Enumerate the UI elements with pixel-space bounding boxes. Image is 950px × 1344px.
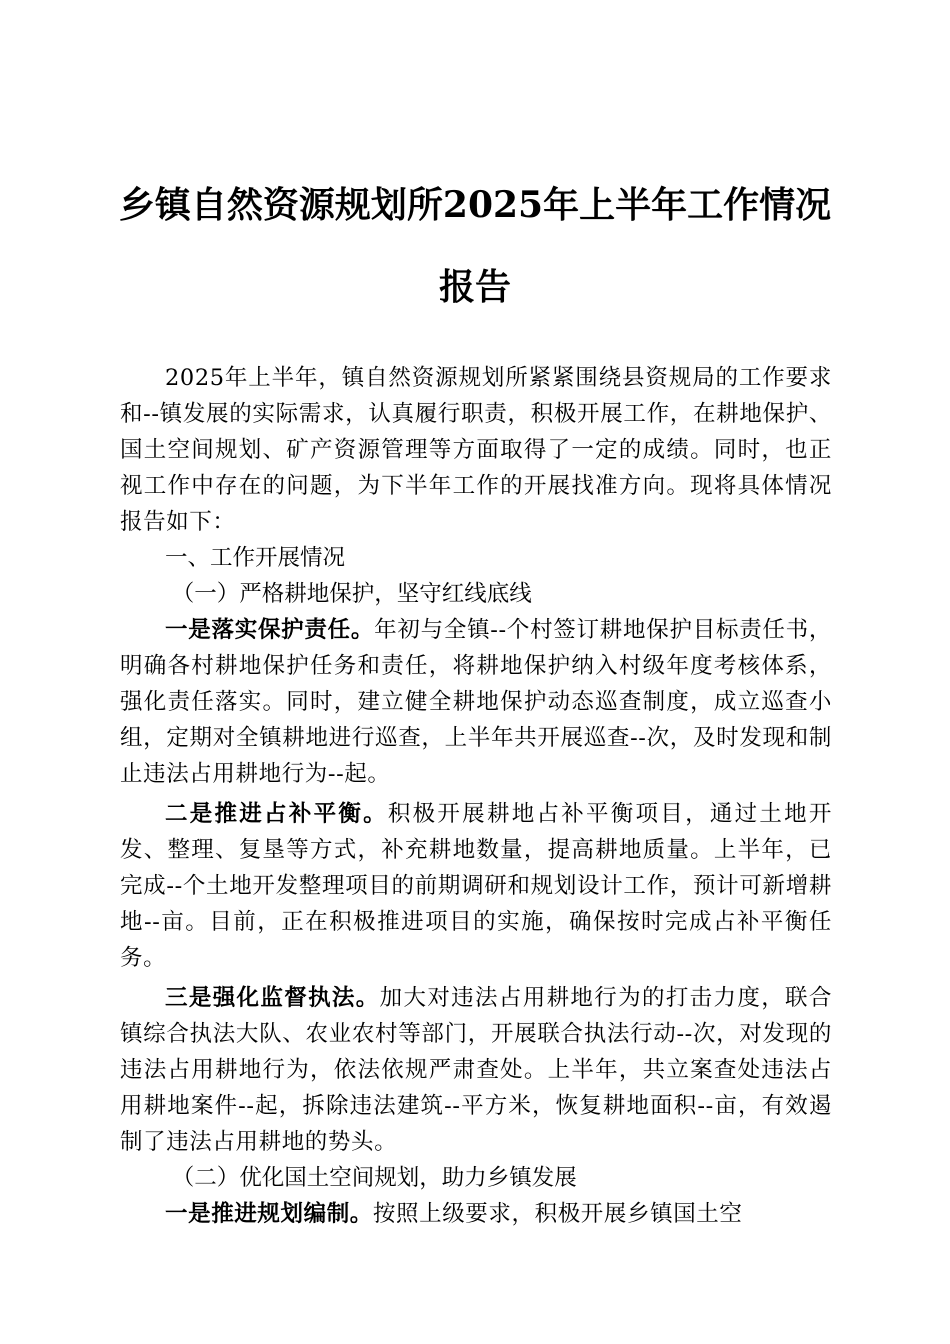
subsection-heading-2: （二）优化国土空间规划，助力乡镇发展 bbox=[171, 1165, 577, 1191]
paragraph-lead: 三是强化监督执法。 bbox=[165, 985, 380, 1011]
paragraph-lead: 二是推进占补平衡。 bbox=[165, 801, 388, 827]
title-line-2: 报告 bbox=[438, 266, 511, 308]
paragraph-enforcement bbox=[120, 980, 832, 1160]
paragraph-text: 年初与全镇--个村签订耕地保护目标责任书，明确各村耕地保护任务和责任，将耕地保护纳入村级年度考核体系，强化责任落实。同时，建立健全耕地保护动态巡查制度，成立巡查小组，定期对全镇耕地进行巡查，上半年共开展巡查--次，及时发现和制止违法占用耕地行为--起。 bbox=[120, 617, 832, 787]
document-body bbox=[120, 360, 832, 1232]
paragraph-lead: 一是落实保护责任。 bbox=[165, 617, 375, 643]
subsection-heading-1: （一）严格耕地保护，坚守红线底线 bbox=[171, 581, 532, 607]
title-line-1: 乡镇自然资源规划所2025年上半年工作情况 bbox=[118, 184, 832, 226]
paragraph-protection-responsibility bbox=[120, 612, 832, 792]
section-heading-1: 一、工作开展情况 bbox=[165, 545, 346, 571]
paragraph-lead: 一是推进规划编制。 bbox=[165, 1201, 373, 1227]
paragraph-text: 加大对违法占用耕地行为的打击力度，联合镇综合执法大队、农业农村等部门，开展联合执法行动--次，对发现的违法占用耕地行为，依法依规严肃查处。上半年，共立案查处违法占用耕地案件--起，拆除违法建筑--平方米，恢复耕地面积--亩，有效遏制了违法占用耕地的势头。 bbox=[120, 985, 832, 1155]
paragraph-text: 按照上级要求，积极开展乡镇国土空 bbox=[372, 1201, 743, 1227]
paragraph-balance bbox=[120, 796, 832, 976]
paragraph-planning bbox=[120, 1196, 832, 1232]
intro-paragraph: 2025年上半年，镇自然资源规划所紧紧围绕县资规局的工作要求和--镇发展的实际需求，认真履行职责，积极开展工作，在耕地保护、国土空间规划、矿产资源管理等方面取得了一定的成绩。同时，也正视工作中存在的问题，为下半年工作的开展找准方向。现将具体情况报告如下： bbox=[120, 365, 832, 535]
paragraph-text: 积极开展耕地占补平衡项目，通过土地开发、整理、复垦等方式，补充耕地数量，提高耕地质量。上半年，已完成--个土地开发整理项目的前期调研和规划设计工作，预计可新增耕地--亩。目前，正在积极推进项目的实施，确保按时完成占补平衡任务。 bbox=[120, 801, 832, 971]
document-title bbox=[110, 164, 840, 328]
